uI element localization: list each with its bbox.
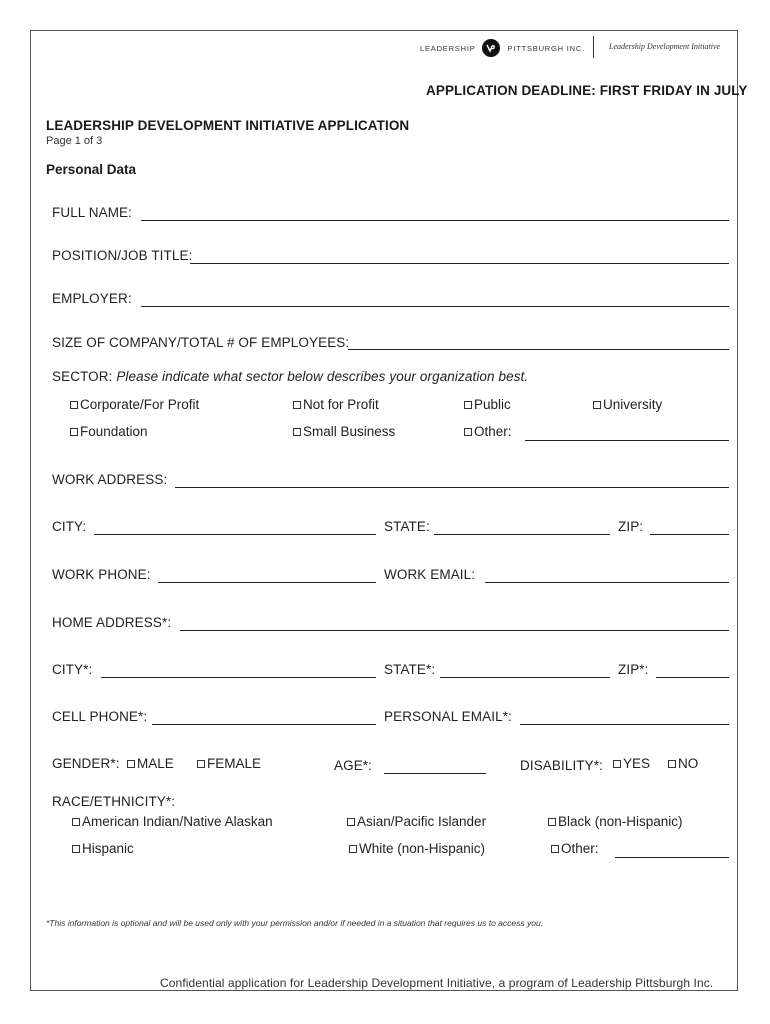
sector-public[interactable] [464,397,511,412]
checkbox-icon[interactable] [127,760,135,768]
race-hispanic[interactable] [72,841,134,856]
race-black[interactable] [548,814,683,829]
race-white[interactable] [349,841,485,856]
race-american-indian[interactable] [72,814,273,829]
home-city-label: CITY*: [52,662,93,677]
home-state-label: STATE*: [384,662,436,677]
sector-foundation[interactable] [70,424,148,439]
state-field[interactable] [434,534,610,535]
cell-phone-label: CELL PHONE*: [52,709,148,724]
age-label: AGE*: [334,758,373,773]
sector-nonprofit-label: Not for Profit [303,397,379,412]
checkbox-icon[interactable] [72,845,80,853]
sector-corporate[interactable] [70,397,199,412]
checkbox-icon[interactable] [464,428,472,436]
zip-field[interactable] [650,534,729,535]
work-email-label: WORK EMAIL: [384,567,476,582]
checkbox-icon[interactable] [197,760,205,768]
home-zip-field[interactable] [656,677,729,678]
gender-female-label: FEMALE [207,756,262,771]
page-indicator: Page 1 of 3 [46,135,103,147]
race-other-label: Other: [561,841,599,856]
home-address-label: HOME ADDRESS*: [52,615,172,630]
sector-small-business-label: Small Business [303,424,396,439]
race-hispanic-label: Hispanic [82,841,134,856]
home-zip-label: ZIP*: [618,662,649,677]
sector-foundation-label: Foundation [80,424,148,439]
logo-mark-icon [482,39,500,57]
gender-label: GENDER*: [52,756,120,771]
gender-male-label: MALE [137,756,174,771]
sector-other[interactable] [464,424,512,439]
checkbox-icon[interactable] [464,401,472,409]
company-size-label: SIZE OF COMPANY/TOTAL # OF EMPLOYEES: [52,335,350,350]
checkbox-icon[interactable] [593,401,601,409]
work-phone-field[interactable] [158,582,376,583]
position-label: POSITION/JOB TITLE: [52,248,193,263]
checkbox-icon[interactable] [72,818,80,826]
sector-corporate-label: Corporate/For Profit [80,397,200,412]
sector-public-label: Public [474,397,511,412]
full-name-label: FULL NAME: [52,205,133,220]
footer-text: Confidential application for Leadership Development Initiative, a program of Leadership Pittsburgh Inc. [160,976,714,990]
race-white-label: White (non-Hispanic) [359,841,486,856]
checkbox-icon[interactable] [551,845,559,853]
full-name-field[interactable] [141,220,729,221]
checkbox-icon[interactable] [347,818,355,826]
race-label: RACE/ETHNICITY*: [52,794,176,809]
checkbox-icon[interactable] [613,760,621,768]
state-label: STATE: [384,519,430,534]
checkbox-icon[interactable] [349,845,357,853]
checkbox-icon[interactable] [293,401,301,409]
cell-phone-field[interactable] [152,724,376,725]
disability-yes[interactable] [613,756,650,771]
sector-other-label: Other: [474,424,512,439]
checkbox-icon[interactable] [70,401,78,409]
sector-university[interactable] [593,397,662,412]
race-other-field[interactable] [615,857,729,858]
personal-email-label: PERSONAL EMAIL*: [384,709,512,724]
company-size-field[interactable] [348,349,729,350]
gender-female[interactable] [197,756,261,771]
race-american-indian-label: American Indian/Native Alaskan [82,814,273,829]
age-field[interactable] [384,773,486,774]
home-state-field[interactable] [440,677,610,678]
logo-left-text: LEADERSHIP [420,43,476,53]
city-field[interactable] [94,534,376,535]
checkbox-icon[interactable] [668,760,676,768]
city-label: CITY: [52,519,87,534]
work-email-field[interactable] [485,582,729,583]
sector-note: Please indicate what sector below describes your organization best. [116,369,529,384]
logo-divider [593,36,594,58]
form-title: LEADERSHIP DEVELOPMENT INITIATIVE APPLICATION [46,118,410,133]
disability-no-label: NO [678,756,699,771]
footnote: *This information is optional and will be used only with your permission and/or if needed in a situation that requires us to access you. [46,918,544,928]
position-field[interactable] [190,263,729,264]
zip-label: ZIP: [618,519,644,534]
sector-university-label: University [603,397,663,412]
disability-yes-label: YES [623,756,651,771]
employer-label: EMPLOYER: [52,291,132,306]
disability-no[interactable] [668,756,698,771]
work-address-field[interactable] [175,487,729,488]
work-address-label: WORK ADDRESS: [52,472,168,487]
section-heading: Personal Data [46,162,137,177]
logo [420,38,585,58]
race-black-label: Black (non-Hispanic) [558,814,683,829]
logo-tagline: Leadership Development Initiative [609,42,721,51]
personal-email-field[interactable] [520,724,729,725]
logo-right-text: PITTSBURGH INC. [507,43,585,53]
sector-label-text: SECTOR: [52,369,113,384]
home-address-field[interactable] [180,630,729,631]
gender-male[interactable] [127,756,174,771]
home-city-field[interactable] [101,677,376,678]
checkbox-icon[interactable] [293,428,301,436]
application-deadline: APPLICATION DEADLINE: FIRST FRIDAY IN JULY [426,83,748,98]
checkbox-icon[interactable] [548,818,556,826]
race-other[interactable] [551,841,599,856]
sector-nonprofit[interactable] [293,397,379,412]
disability-label: DISABILITY*: [520,758,603,773]
sector-label [52,369,528,384]
checkbox-icon[interactable] [70,428,78,436]
sector-small-business[interactable] [293,424,395,439]
race-asian-label: Asian/Pacific Islander [357,814,487,829]
work-phone-label: WORK PHONE: [52,567,151,582]
race-asian[interactable] [347,814,486,829]
sector-other-field[interactable] [525,440,729,441]
employer-field[interactable] [141,306,729,307]
